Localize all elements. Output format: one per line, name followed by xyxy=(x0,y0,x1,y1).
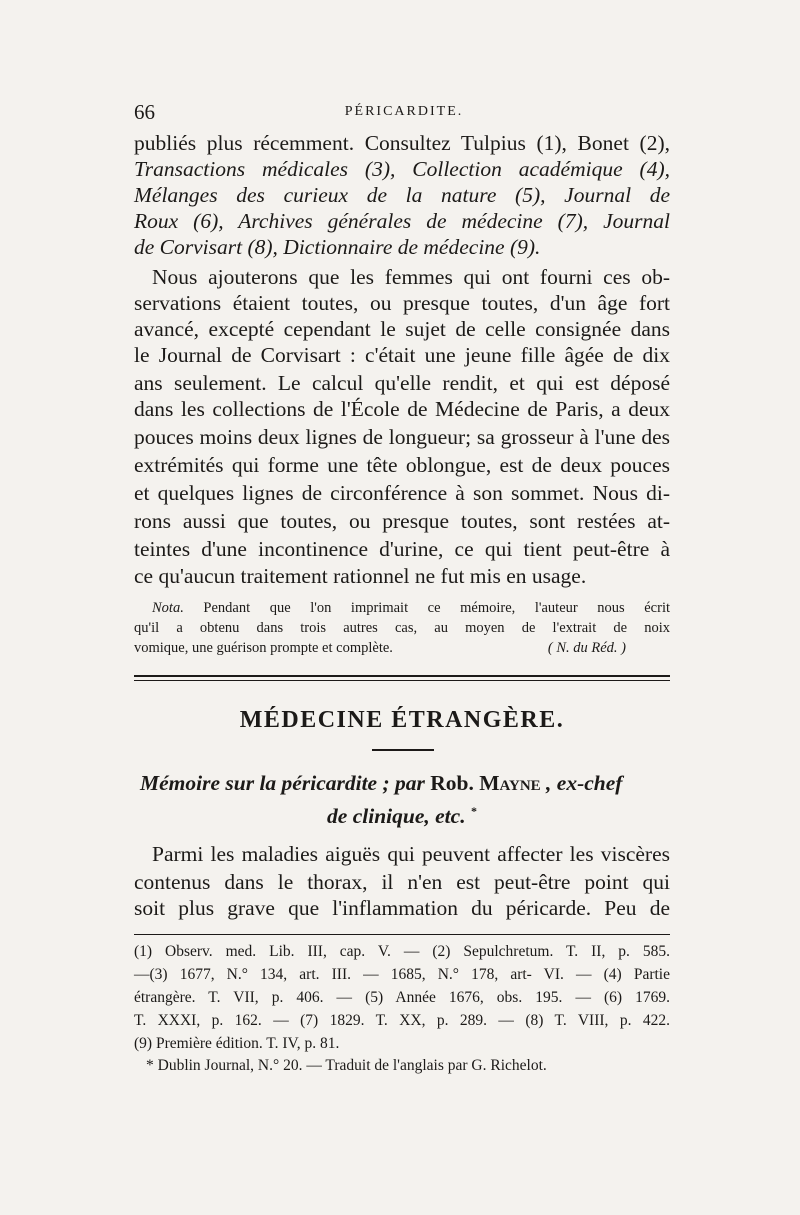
article-author-last: Mayne xyxy=(479,771,541,795)
footnote-rule xyxy=(134,934,670,935)
body-line: de Corvisart (8), Dictionnaire de médecine (9). xyxy=(134,235,541,259)
page-header xyxy=(134,100,674,126)
body-line: et quelques lignes de circonférence à son sommet. Nous di- xyxy=(134,481,670,505)
article-line: contenus dans le thorax, il n'en est peut-être point qui xyxy=(134,870,670,894)
nota-line xyxy=(152,598,670,618)
page-number: 66 xyxy=(134,100,155,124)
article-title-suffix: , ex-chef xyxy=(546,771,623,795)
body-line: Roux (6), Archives générales de médecine (7), Journal xyxy=(134,209,670,233)
nota-line xyxy=(134,638,670,658)
nota-text: Pendant que l'on imprimait ce mémoire, l'auteur nous écrit xyxy=(203,600,671,616)
footnote-line: (9) Première édition. T. IV, p. 81. xyxy=(134,1035,340,1052)
article-subtitle xyxy=(134,798,670,829)
title-short-rule xyxy=(372,749,434,751)
body-line: publiés plus récemment. Consultez Tulpius (1), Bonet (2), xyxy=(134,131,670,155)
nota-signature: ( N. du Réd. ) xyxy=(547,640,626,656)
article-title-prefix: Mémoire sur la péricardite ; par xyxy=(140,771,431,795)
footnote-line: étrangère. T. VII, p. 406. — (5) Année 1676, obs. 195. — (6) 1769. xyxy=(134,989,670,1006)
footnote-line: T. XXXI, p. 162. — (7) 1829. T. XX, p. 289. — (8) T. VIII, p. 422. xyxy=(134,1012,670,1029)
nota-line: qu'il a obtenu dans trois autres cas, au moyen de l'extrait de noix xyxy=(134,620,670,636)
body-line: extrémités qui forme une tête oblongue, est de deux pouces xyxy=(134,453,670,477)
body-line: Nous ajouterons que les femmes qui ont fourni ces ob- xyxy=(152,265,670,289)
body-line: ans seulement. Le calcul qu'elle rendit, et qui est déposé xyxy=(134,371,670,395)
footnote-line: —(3) 1677, N.° 134, art. III. — 1685, N.° 178, art- VI. — (4) Partie xyxy=(134,966,670,983)
body-line: Transactions médicales (3), Collection académique (4), xyxy=(134,157,670,181)
body-line: avancé, excepté cependant le sujet de celle consignée dans xyxy=(134,317,670,341)
body-line: ce qu'aucun traitement rationnel ne fut mis en usage. xyxy=(134,564,587,588)
body-line: servations étaient toutes, ou presque toutes, d'un âge fort xyxy=(134,291,670,315)
article-author-first: Rob. xyxy=(430,771,474,795)
article-title-line2: de clinique, etc. xyxy=(327,804,466,829)
body-line: le Journal de Corvisart : c'était une jeune fille âgée de dix xyxy=(134,343,670,367)
section-divider-bottom xyxy=(134,680,670,681)
section-title: MÉDECINE ÉTRANGÈRE. xyxy=(239,707,565,733)
body-line: dans les collections de l'École de Médecine de Paris, a deux xyxy=(134,397,670,421)
running-head: PÉRICARDITE. xyxy=(344,104,464,119)
article-line: soit plus grave que l'inflammation du péricarde. Peu de xyxy=(134,896,670,920)
nota-text: vomique, une guérison prompte et complète. xyxy=(134,640,393,656)
footnote-line: * Dublin Journal, N.° 20. — Traduit de l'anglais par G. Richelot. xyxy=(146,1057,547,1074)
nota-label: Nota. xyxy=(152,600,184,616)
section-divider-top xyxy=(134,675,670,677)
article-title xyxy=(140,770,676,796)
footnote-line: (1) Observ. med. Lib. III, cap. V. — (2) Sepulchretum. T. II, p. 585. xyxy=(134,943,670,960)
body-line: rons aussi que toutes, ou presque toutes, sont restées at- xyxy=(134,509,670,533)
body-line: Mélanges des curieux de la nature (5), Journal de xyxy=(134,183,670,207)
article-line: Parmi les maladies aiguës qui peuvent affecter les viscères xyxy=(152,842,670,866)
article-title-marker: * xyxy=(470,804,477,818)
body-line: teintes d'une incontinence d'urine, ce qui tient peut-être à xyxy=(134,537,670,561)
body-line: pouces moins deux lignes de longueur; sa grosseur à l'une des xyxy=(134,425,670,449)
